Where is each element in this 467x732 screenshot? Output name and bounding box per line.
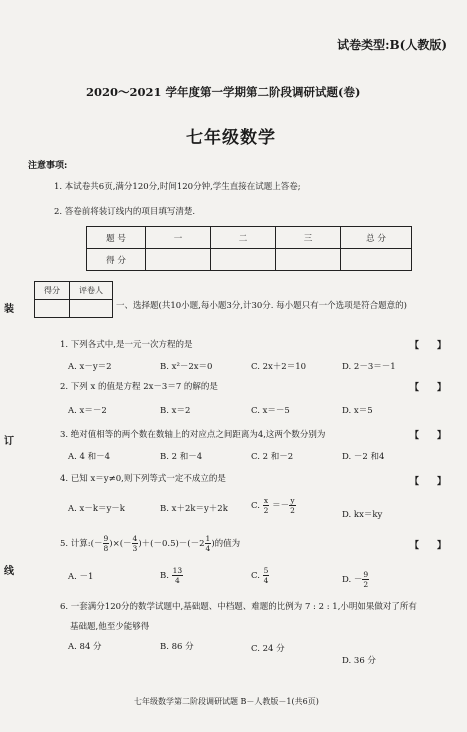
score-header-cell: 二 <box>211 227 276 249</box>
option: C. x＝－5 <box>251 406 290 416</box>
option: A. 4 和－4 <box>68 452 111 462</box>
question-stem: 3. 绝对值相等的两个数在数轴上的对应点之间距离为4,这两个数分别为 <box>60 430 326 440</box>
option: A. －1 <box>68 572 94 582</box>
section-title: 一、选择题(共10小题,每小题3分,计30分. 每小题只有一个选项是符合题意的) <box>116 301 407 311</box>
option: A. x＝－2 <box>68 406 107 416</box>
grader-box <box>34 281 113 318</box>
score-row-label: 得 分 <box>87 249 146 271</box>
paper-type-label: 试卷类型:B(人教版) <box>337 38 447 52</box>
notes-heading: 注意事项: <box>28 161 68 171</box>
answer-bracket[interactable]: 【 】 <box>410 477 447 487</box>
fraction: $\frac{y}{2}$ <box>290 496 295 515</box>
option: D. －2 和4 <box>342 452 385 462</box>
option: C. $\frac{5}{4}$ <box>251 566 269 585</box>
option: A. x－y＝2 <box>68 362 112 372</box>
grader-score-label: 得分 <box>35 282 70 300</box>
question-stem: 5. 计算:(－ $\frac{9}{8}$ )×(－ $\frac{4}{3}$ )＋(－0.5)－(－2 $\frac{1}{4}$ )的值为 <box>60 534 241 553</box>
score-cell[interactable] <box>146 249 211 271</box>
score-header-cell: 一 <box>146 227 211 249</box>
answer-bracket[interactable]: 【 】 <box>410 541 447 551</box>
option: D. kx＝ky <box>342 510 383 520</box>
grader-score-cell[interactable] <box>35 300 70 318</box>
fraction: $\frac{9}{8}$ <box>103 534 109 553</box>
option: C. $\frac{x}{2}$ ＝－ $\frac{y}{2}$ <box>251 496 295 515</box>
question-stem-cont: 基础题,他至少能够得 <box>70 622 150 632</box>
question-stem: 2. 下列 x 的值是方程 2x－3＝7 的解的是 <box>60 382 218 392</box>
page-footer: 七年级数学第二阶段调研试题 B－人教版－1(共6页) <box>134 697 319 706</box>
option: D. 36 分 <box>342 656 376 666</box>
option: D. 2－3＝－1 <box>342 362 396 372</box>
fraction: $\frac{x}{2}$ <box>263 496 269 515</box>
option: B. x²－2x＝0 <box>160 362 213 372</box>
binding-mark: 订 <box>4 436 14 447</box>
option: B. $\frac{13}{4}$ <box>160 566 183 585</box>
score-header-cell: 三 <box>276 227 341 249</box>
question-stem: 4. 已知 x＝y≠0,则下列等式一定不成立的是 <box>60 474 226 484</box>
exam-title: 2020～2021 学年度第一学期第二阶段调研试题(卷) <box>86 85 361 99</box>
score-header-cell: 题 号 <box>87 227 146 249</box>
question-stem: 6. 一套满分120分的数学试题中,基础题、中档题、难题的比例为 7 : 2 : 1,小明如果做对了所有 <box>60 602 417 612</box>
option: C. 2 和－2 <box>251 452 294 462</box>
note-item: 2. 答卷前将装订线内的项目填写清楚. <box>54 207 196 217</box>
score-cell[interactable] <box>341 249 412 271</box>
answer-bracket[interactable]: 【 】 <box>410 431 447 441</box>
option-letter: C. <box>251 501 263 511</box>
answer-bracket[interactable]: 【 】 <box>410 383 447 393</box>
option: A. x－k＝y－k <box>68 504 125 514</box>
score-cell[interactable] <box>276 249 341 271</box>
option: D. － $\frac{9}{2}$ <box>342 570 369 589</box>
subject-title: 七年级数学 <box>186 128 276 148</box>
option: B. 86 分 <box>160 642 194 652</box>
answer-bracket[interactable]: 【 】 <box>410 341 447 351</box>
fraction: $\frac{1}{4}$ <box>205 534 211 553</box>
score-table <box>86 226 412 271</box>
binding-mark: 装 <box>4 304 14 315</box>
score-cell[interactable] <box>211 249 276 271</box>
question-stem: 1. 下列各式中,是一元一次方程的是 <box>60 340 193 350</box>
option: B. x＋2k＝y＋2k <box>160 504 228 514</box>
option: C. 24 分 <box>251 644 285 654</box>
grader-name-label: 评卷人 <box>70 282 113 300</box>
option: B. x＝2 <box>160 406 191 416</box>
note-item: 1. 本试卷共6页,满分120分,时间120分钟,学生直接在试题上答卷; <box>54 182 301 192</box>
fraction: $\frac{4}{3}$ <box>132 534 138 553</box>
grader-name-cell[interactable] <box>70 300 113 318</box>
option: B. 2 和－4 <box>160 452 203 462</box>
binding-mark: 线 <box>4 566 14 577</box>
score-header-cell: 总 分 <box>341 227 412 249</box>
option: D. x＝5 <box>342 406 373 416</box>
option: A. 84 分 <box>68 642 102 652</box>
option: C. 2x＋2＝10 <box>251 362 307 372</box>
